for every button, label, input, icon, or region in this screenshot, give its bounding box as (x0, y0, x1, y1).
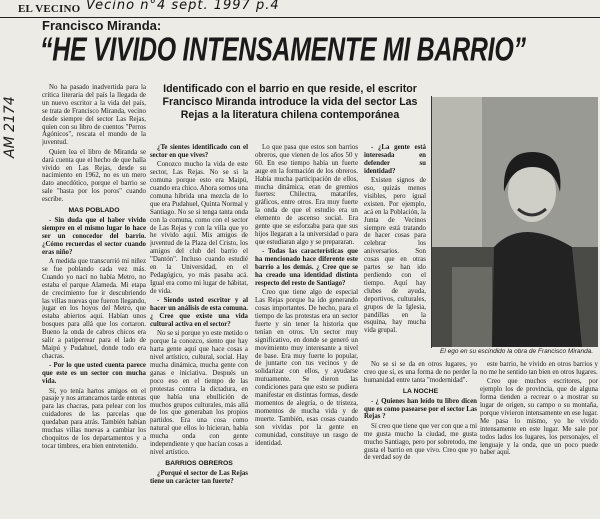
interview-question: - Todas las características que ha mencionado hace diferente este barrio a los demás. ¿ Cree que se ha creado una identidad distinta respecto del resto de Santiago? (255, 248, 358, 287)
paragraph: Quien lea el libro de Miranda se dará cuenta que el hecho de que halla vivido en Las Rejas, desde su nacimiento en 1962, no es un mero dato anecdótico, porque el barrio se sale "hasta por los poros" cuando escribe. (42, 148, 146, 204)
paragraph: Existen signos de eso, quizás menos visibles, pero igual existen. Por ejemplo, acá en la Población, la Junta de Vecinos siempre está tratando de hacer cosas para celebrar los aniversarios. Son cosas que en otras partes se han ido perdiendo con el tiempo. Aquí hay clubes de ayuda, deportivos, culturales, grupos de la Iglesia, pandillas en la esquina, hay mucha vida grupal. (364, 177, 426, 335)
article-column-1 (42, 84, 146, 516)
paragraph: Conozco mucho la vida de este sector, Las Rejas. No se si la comuna porque esto era Maipú, cuando era chico. Ahora somos una comuna híbrida una mezcla de lo que era Pudahuel, Quinta Normal y Santiago. No se si tenga tanta onda con la comuna, como con el sector de Las Rejas y con la villa que yo he vivido aquí. Mis amigos de juventud de la Plaza del Cristo, los amigos del club del barrio el "Dantón". Incluso cuando estudié en la Universidad, en el Pedagógico, yo más pasaba acá. Igual era como mi lugar de hábitat, de vida. (150, 161, 248, 295)
interview-question: - Siendo usted escritor y al hacer un análisis de esta comuna. ¿ Cree que existe una vida cultural activa en el sector? (150, 297, 248, 328)
section-subheading: MAS POBLADO (68, 207, 120, 215)
paragraph: A medida que transcurrió mi niñez se fue poblando cada vez más. Cuando yo nací no había Metro, no estaba el parque Alameda. Mi etapa de crecimiento fue ir descubriendo las villas nuevas que fueron llegando, jugar en los hoyos del Metro, que estaba abiertos aquí. Habían unos bosques para allá que los cortaron. Bueno la onda de cabros chicos era salir a patiperrear para el lado de Maipú y Pudahuel, donde todo era chacras. (42, 258, 146, 360)
handwritten-note: Vecino n°4 sept. 1997 p.4 (86, 0, 280, 13)
paragraph: Creo que tiene algo de especial Las Rejas porque ha ido generando cosas importantes. De hecho, para el tiempo de las protestas era un sector fuerte y sin tener la historia que tenían en otros. Un sector muy significativo, en donde se generó un movimiento muy interesante a nivel de base. Era muy fuerte lo popular, de juntarte con tus vecinos y de solidarizar con ellos, y ayudarse mutuamente. Se dieron las condiciones para que esto se pudiera manifestar en distintas formas, desde momentos de alegría, o de tristeza, momentos de mucha vida y de muerte. También, esas cosas cuando son vividas por la gente en comunidad, constituye un rasgo de identidad. (255, 289, 358, 447)
article-column-4 (364, 144, 426, 359)
interview-question: - Sin duda que el haber vivido siempre en el mismo lugar lo hace ser un conocedor del barrio. ¿Cómo recuerdas el sector cuando eras niño? (42, 217, 146, 256)
interview-question: - ¿ Quienes han leído tu libro dicen que es como pasearse por el sector Las Rejas ? (364, 397, 477, 421)
paragraph: No se si porque yo este metido o porque la conozco, siento que hay harta gente aquí que hace cosas a nivel artístico, cultural, social. Hay mucha dinámica, mucha gente con ganas e iniciativa. Después un poco eso en el tiempo de las protestas contra la dictadura, en que había una ebullición de muchos grupos culturales, más allá de los que generaban los propios partidos. Era una cosa como natural que ellos lo hicieran, había mucha onda con gente independiente y que hacían cosas a nivel artístico. (150, 330, 248, 456)
paragraph: este barrio, he vivido en otros barrios y no me he sentido tan bien en otros lugares. (480, 361, 598, 376)
paragraph: No se si se da en otros lugares, yo creo que sí, es una forma de no perder la humanidad entre tanta "modernidad". (364, 361, 477, 384)
article-column-2 (150, 144, 248, 516)
paragraph: Sí, yo tenía hartos amigos en el pasaje y nos arrancamos tarde enteras para las chacras, para pelear con los cuidadores de las parcelas que quedaban para atrás. También habían muchas villas nuevas a cambiar los choquitos de los departamentos y a tocar timbres, era bien entretenido. (42, 387, 146, 450)
article-deck: Identificado con el barrio en que reside, el escritor Francisco Miranda introduce la vida del sector Las Rejas a la literatura chilena contemporánea (162, 83, 418, 121)
handwritten-margin-note: AM 2174 (2, 96, 18, 158)
article-column-5 (480, 361, 598, 516)
article-headline: “HE VIVIDO INTENSAMENTE MI BARRIO” (40, 31, 526, 69)
paragraph: Creo que muchos escritores, por ejemplo los de provincia, que de alguna forma tienden a recrear o a mostrar su lugar de origen, su campo o su montaña, porque vivieron intensamente en ese lugar. Me pasa lo mismo, yo he vivido intensamente en este lugar. Me sale por todos lados los lugares, los personajes, el lenguaje y la onda, que un poco puede haber aquí. (480, 378, 598, 457)
interview-question: ¿Te sientes identificado con el sector en que vives? (150, 144, 248, 159)
paragraph: Sí creo que tiene que ver con que a mi me gusta mucho la ciudad, me gusta mucho Santiago, pero por sobretodo, me gusta el barrio en que vivo. Creo que yo de verdad soy de (364, 422, 477, 462)
article-column-3 (255, 144, 358, 516)
interview-question: ¿Porqué el sector de Las Rejas tiene un carácter tan fuerte? (150, 469, 248, 485)
portrait-photo (432, 97, 598, 347)
article-kicker: Francisco Miranda: (42, 18, 162, 33)
paragraph: Lo que pasa que estos son barrios obreros, que vienen de los años 50 y 60. En ese tiempo había un fuerte auge en la formación de los obreros. Había mucha participación de ellos, mucha dinámica, eran de gremios fuertes: Chilectra, matarifes, gráficos, entre otros. Era muy fuerte la onda de que el estudio era un elemento de ascenso social. Era gente que se esforzaba para que sus hijos llegaran a la universidad o para que estudiaran algo y se prepararan. (255, 144, 358, 246)
interview-question: - Por lo que usted cuenta parece que este es un sector con mucha vida. (42, 362, 146, 386)
photo-border-left (431, 96, 432, 348)
photo-caption: El ego en su escindido la obra de Francisco Miranda. (440, 348, 594, 355)
newspaper-name: EL VECINO (18, 3, 81, 15)
section-subheading: LA NOCHE (402, 387, 439, 395)
interview-question: - ¿La gente está interesada en defender su identidad? (364, 144, 426, 175)
article-column-4b (364, 361, 477, 516)
section-subheading: BARRIOS OBREROS (165, 459, 233, 467)
paragraph: No ha pasado inadvertida para la crítica literaria del país la llegada de un nuevo escritor a la vida del país, se trata de Francisco Miranda, vecino desde siempre del sector Las Rejas, quien con su libro de cuentos "Perros Agónicos", rescata el mundo de la juventud. (42, 84, 146, 147)
portrait-illustration (432, 97, 598, 347)
